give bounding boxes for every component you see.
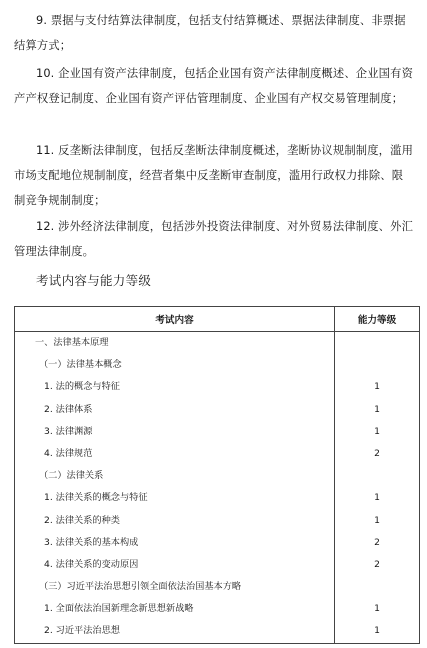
- ability-level-value: 1: [374, 603, 380, 615]
- ability-level-value: 1: [374, 425, 380, 437]
- ability-level-value: [335, 465, 419, 487]
- section-heading: 考试内容与能力等级: [36, 273, 152, 288]
- ability-level-value: 2: [374, 447, 380, 459]
- paragraph-item-10: 10. 企业国有资产法律制度，包括企业国有资产法律制度概述、企业国有资产产权登记制度、企业国有资产评估管理制度、企业国有产权交易管理制度；: [14, 67, 414, 105]
- level-column: [335, 332, 420, 644]
- topic-item: 2. 法律体系: [44, 403, 93, 415]
- topic-item: 1. 全面依法治国新理念新思想新战略: [44, 603, 194, 615]
- ability-level-value: [335, 576, 419, 598]
- section-subtitle: （三）习近平法治思想引领全面依法治国基本方略: [39, 581, 242, 593]
- chapter-title: 一、法律基本原理: [35, 337, 109, 348]
- topic-item: 1. 法的概念与特征: [44, 381, 120, 393]
- header-exam-content: 考试内容: [15, 307, 335, 332]
- paragraph-item-9: 9. 票据与支付结算法律制度，包括支付结算概述、票据法律制度、非票据结算方式；: [14, 14, 406, 52]
- topic-item: 2. 习近平法治思想: [44, 625, 120, 637]
- topic-item: 3. 法律渊源: [44, 425, 93, 437]
- content-column: [15, 332, 335, 644]
- ability-level-value: 1: [374, 381, 380, 393]
- ability-level-value: 1: [374, 625, 380, 637]
- paragraph-item-11: 11. 反垄断法律制度，包括反垄断法律制度概述，垄断协议规制制度，滥用市场支配地位规制制度，经营者集中反垄断审查制度，滥用行政权力排除、限制竞争规制制度；: [14, 144, 414, 207]
- paragraph-item-12: 12. 涉外经济法律制度，包括涉外投资法律制度、对外贸易法律制度、外汇管理法律制度。: [14, 220, 414, 258]
- table-body-row: [15, 332, 420, 644]
- topic-item: 1. 法律关系的概念与特征: [44, 492, 148, 504]
- ability-level-value: 1: [374, 492, 380, 504]
- table-header-row: [15, 307, 420, 332]
- topic-item: 2. 法律关系的种类: [44, 514, 120, 526]
- exam-content-table: [14, 306, 420, 644]
- ability-level-value: 2: [374, 536, 380, 548]
- ability-level-value: 2: [374, 558, 380, 570]
- ability-level-value: 1: [374, 514, 380, 526]
- ability-level-value: [335, 332, 419, 354]
- topic-item: 4. 法律规范: [44, 447, 93, 459]
- ability-level-value: [335, 354, 419, 376]
- topic-item: 3. 法律关系的基本构成: [44, 536, 139, 548]
- section-subtitle: （一）法律基本概念: [39, 359, 122, 371]
- topic-item: 4. 法律关系的变动原因: [44, 558, 139, 570]
- header-ability-level: 能力等级: [335, 307, 420, 332]
- ability-level-value: 1: [374, 403, 380, 415]
- section-subtitle: （二）法律关系: [39, 470, 104, 482]
